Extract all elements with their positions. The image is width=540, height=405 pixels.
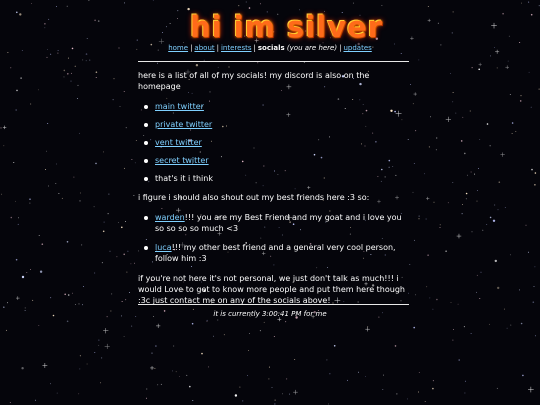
list-item xyxy=(155,137,410,148)
nav-link-home[interactable]: home xyxy=(168,44,189,52)
top-divider xyxy=(138,61,409,62)
social-link-secret-twitter[interactable]: secret twitter xyxy=(155,156,209,165)
nav-link-updates[interactable]: updates xyxy=(343,44,372,52)
bullet-icon xyxy=(144,141,148,145)
nav-separator: | xyxy=(253,44,256,52)
nav-link-interests[interactable]: interests xyxy=(220,44,252,52)
logo-text: hi im silver xyxy=(190,10,383,44)
top-nav xyxy=(0,44,540,53)
friends-list xyxy=(138,212,410,264)
bullet-icon xyxy=(144,177,148,181)
bullet-icon xyxy=(144,216,148,220)
site-logo xyxy=(190,10,383,44)
bullet-icon xyxy=(144,105,148,109)
list-item xyxy=(155,242,410,264)
list-item xyxy=(155,119,410,130)
friend-text: !!! my other best friend and a general very cool person, follow him :3 xyxy=(155,243,396,263)
clock-footer xyxy=(0,310,540,319)
list-item xyxy=(155,173,410,184)
nav-separator: | xyxy=(216,44,219,52)
social-link-main-twitter[interactable]: main twitter xyxy=(155,102,204,111)
bullet-icon xyxy=(144,246,148,250)
main-content xyxy=(138,70,410,306)
nav-link-about[interactable]: about xyxy=(194,44,215,52)
list-item xyxy=(155,155,410,166)
nav-current-socials: socials xyxy=(257,44,285,52)
socials-list xyxy=(138,101,410,184)
friend-text: !!! you are my Best Friend and my goat and i love you so so so so much <3 xyxy=(155,213,402,233)
nav-you-are-here: (you are here) xyxy=(286,44,338,52)
bullet-icon xyxy=(144,159,148,163)
socials-list-end: that's it i think xyxy=(155,174,213,183)
socials-intro: here is a list of all of my socials! my discord is also on the homepage xyxy=(138,71,370,91)
social-link-private-twitter[interactable]: private twitter xyxy=(155,120,213,129)
list-item xyxy=(155,212,410,234)
clock-text: it is currently 3:00:41 PM for me xyxy=(213,310,327,318)
bottom-divider xyxy=(138,304,409,305)
friend-link-luca[interactable]: luca xyxy=(155,243,172,252)
nav-separator: | xyxy=(339,44,342,52)
outro-text: if you're not here it's not personal, we just don't talk as much!!! i would Love to get to know more people and put them here though :3c just contact me on any of the socials above! xyxy=(138,274,405,305)
bullet-icon xyxy=(144,123,148,127)
list-item xyxy=(155,101,410,112)
nav-separator: | xyxy=(190,44,193,52)
social-link-vent-twitter[interactable]: vent twitter xyxy=(155,138,202,147)
friend-link-warden[interactable]: warden xyxy=(155,213,185,222)
friends-intro: i figure i should also shout out my best friends here :3 so: xyxy=(138,193,370,202)
